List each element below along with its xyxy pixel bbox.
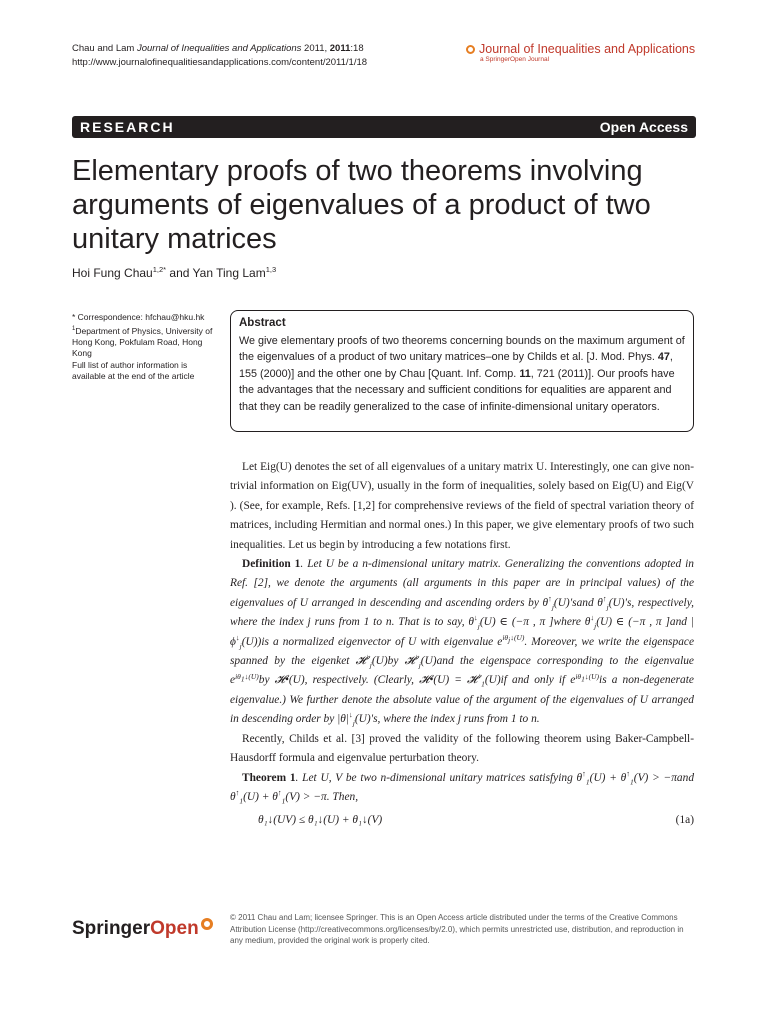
header-url[interactable]: http://www.journalofinequalitiesandapplications.com/content/2011/1/18 [72, 57, 368, 68]
affiliation: Department of Physics, University of Hong Kong, Pokfulam Road, Hong Kong [72, 325, 213, 359]
author-2[interactable]: and Yan Ting Lam [166, 266, 266, 280]
author-list: Hoi Fung Chau$^{1,2*}$ and Yan Ting Lam$^{1,3}$ [72, 265, 277, 280]
research-label: RESEARCH [80, 119, 175, 135]
author-info-note: Full list of author information is available at the end of the article [72, 359, 195, 382]
childs-paragraph: Recently, Childs et al. [3] proved the validity of the following theorem using Baker-Campbell-Hausdorff formula and eigenvalue perturbation theory. [230, 732, 694, 765]
body-text [230, 458, 694, 831]
correspondence-sidebar: * Correspondence: hfchau@hku.hk $^1$Department of Physics, University of Hong Kong, Pokfulam Road, Hong Kong Full list of author information is available at the end of the article [72, 312, 217, 383]
correspondence-email[interactable]: * Correspondence: hfchau@hku.hk [72, 312, 205, 322]
header-volume: 2011 [329, 43, 351, 54]
equation-label: (1a) [675, 814, 694, 827]
springer-open-icon [201, 918, 213, 930]
theorem-1: Theorem 1. Let U, V be two n-dimensional unitary matrices satisfying $\theta^↑_1(U) + \theta^↑_1(V) > -\pi and$ $\theta^↑_1(U) + \theta^↑_1(V) > -\pi$. Then, [230, 768, 695, 806]
running-header: Chau and Lam Journal of Inequalities and Applications 2011, 2011:18 http://www.journalofinequalitiesandapplications.com/content/2011/1/18 [72, 43, 368, 68]
header-authors: Chau and Lam [72, 43, 135, 54]
author-1[interactable]: Hoi Fung Chau [72, 266, 153, 280]
springer-open-icon [466, 45, 475, 54]
open-access-label: Open Access [599, 119, 688, 135]
abstract-box [230, 310, 694, 432]
header-journal: Journal of Inequalities and Applications [136, 43, 302, 54]
intro-paragraph: Let Eig(U) denotes the set of all eigenvalues of a unitary matrix U. Interestingly, one can give non-trivial information on Eig(UV), usually in the form of inequalities, solely based on Eig(U) and Eig(V ). (See, for example, Refs. [1,2] for comprehensive reviews of the field of spectral variation theory of matrices, including Hermitian and normal ones.) In this paper, we give elementary proofs of two such inequalities. Let us begin by introducing a few notations first. [230, 461, 694, 551]
article-type-banner [72, 116, 696, 138]
equation-expression: θ₁↓(UV) ≤ θ₁↓(U) + θ₁↓(V) [258, 814, 383, 827]
springeropen-logo: Springer Open [72, 918, 213, 940]
definition-1: Definition 1. Let U be a n-dimensional unitary matrix. Generalizing the conventions adopted in Ref. [2], we denote the arguments (all arguments in this paper are in principal values) of the eigenvalues of U arranged in descending and ascending orders by $\theta^↑_j(U)'sand$ $\theta^↑_j(U)'s$, respectively, where the index j runs from 1 to n. That is to say, $\theta^↓_j(U)$ ∈ (−π , π ]where $\theta^↓_j(U)$ ∈ (−π , π ]and $|\phi^↓_j(U))is$ a normalized eigenvector of U with eigenvalue $e^{i\theta_j↓(U)}$. Moreover, we write the eigenspace spanned by the eigenket 𝓗↓$_j$(U)by 𝓗↓$_j$(U)and the eigenspace corresponding to the eigenvalue $e^{i\theta_1↓(U)}by$ 𝓗•(U), respectively. (Clearly, 𝓗•(U) = 𝓗↓$_1$(U)if and only if $e^{i\theta_1↓(U)}is$ a non-degenerate eigenvalue.) We further denote the absolute value of the argument of the eigenvalues of U arranged in descending order by $|\theta|^↓_j(U)'s$, where the index j runs from 1 to n. [230, 558, 694, 728]
license-notice: © 2011 Chau and Lam; licensee Springer. This is an Open Access article distributed under the terms of the Creative Commons Attribution License (http://creativecommons.org/licenses/by/2.0), which permits unrestricted use, distribution, and reproduction in any medium, provided the original work is properly cited. [230, 913, 684, 945]
article-title: Elementary proofs of two theorems involving arguments of eigenvalues of a product of two unitary matrices [72, 155, 651, 255]
abstract-heading: Abstract [239, 317, 286, 329]
abstract-text: We give elementary proofs of two theorems concerning bounds on the maximum argument of the eigenvalues of a product of two unitary matrices–one by Childs et al. [J. Mod. Phys. 47, 155 (2000)] and the other one by Chau [Quant. Inf. Comp. 11, 721 (2011)]. Our proofs have the advantages that the necessary and sufficient conditions for equalities are apparent and that they can be readily generalized to the case of infinite-dimensional unitary operators. [239, 335, 685, 413]
equation-1a [230, 811, 694, 830]
journal-logo: Journal of Inequalities and Applications a SpringerOpen Journal [466, 42, 696, 63]
